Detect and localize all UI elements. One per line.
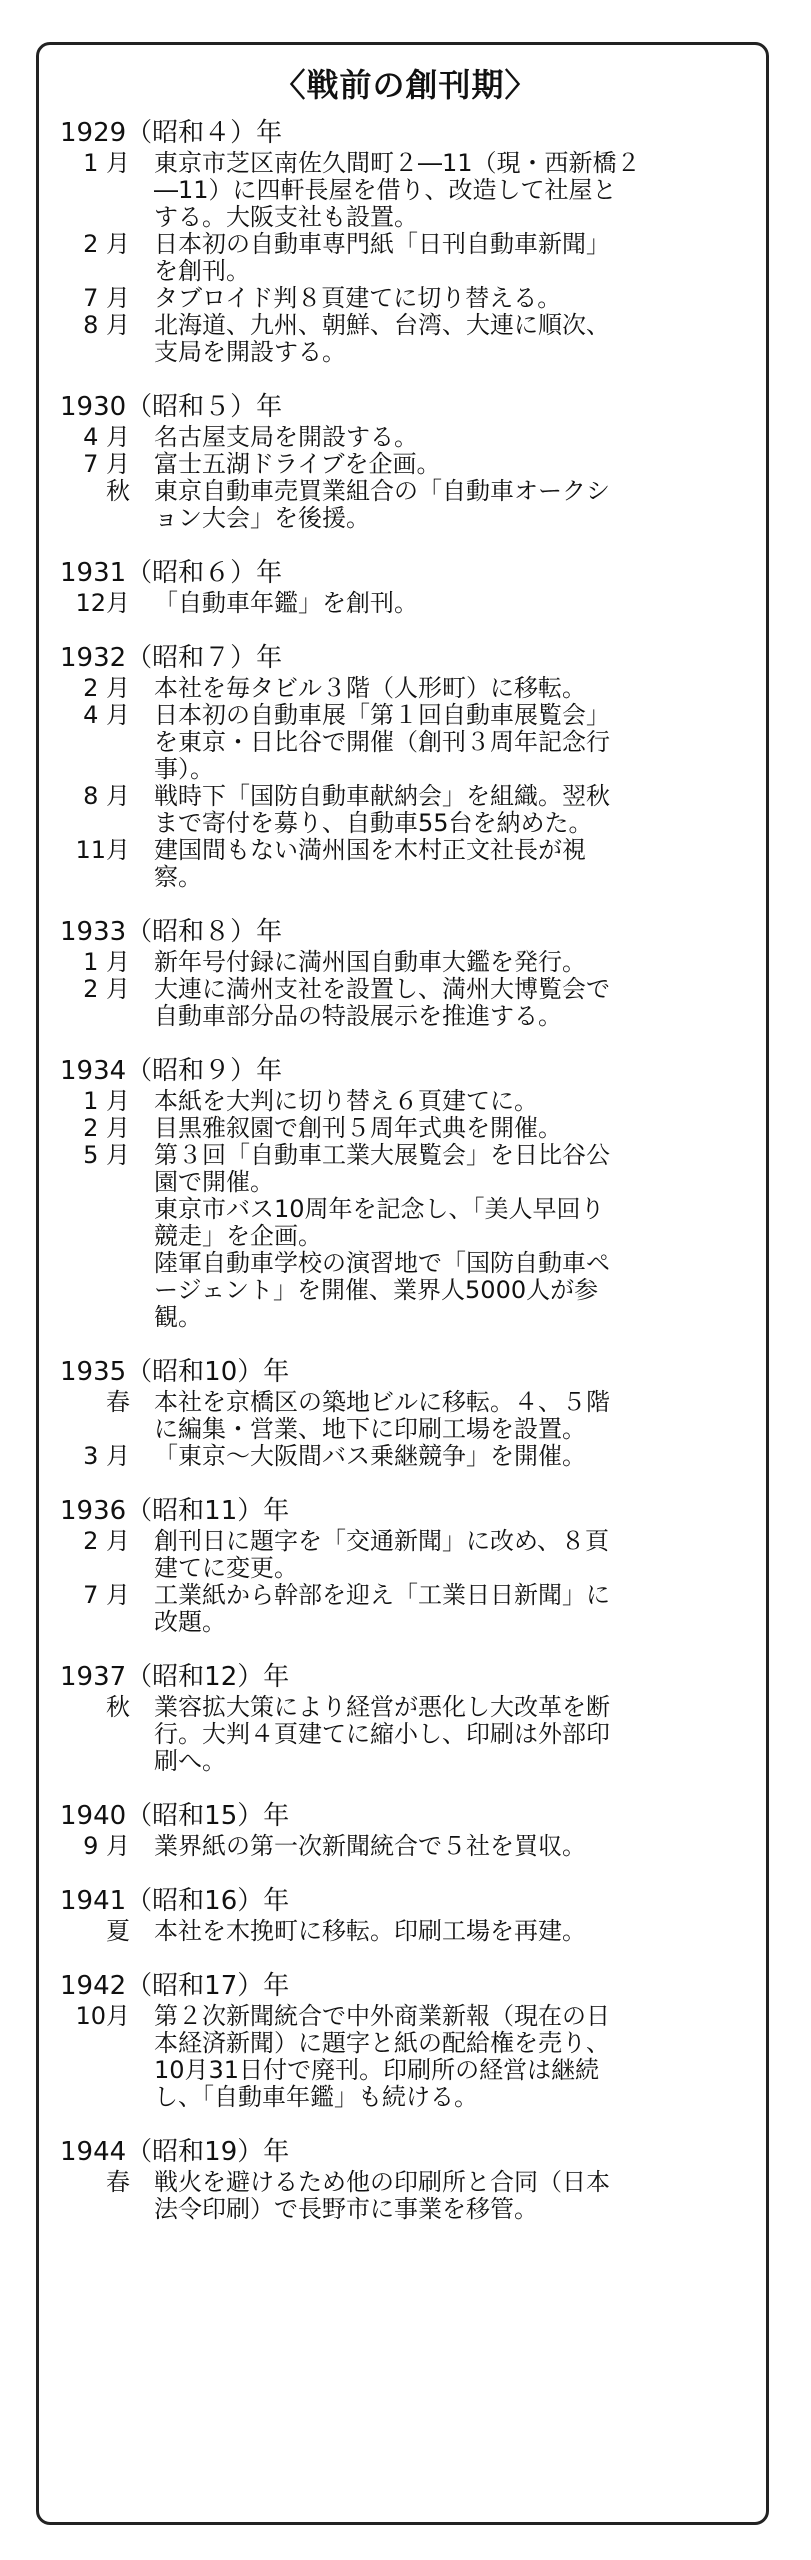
event-month: 9 月 [83, 1832, 130, 1860]
timeline-event [60, 2169, 760, 2223]
event-description: 本社を木挽町に移転。印刷工場を再建。 [154, 1917, 586, 1945]
event-description: 目黒雅叙園で創刊５周年式典を開催。 [154, 1114, 562, 1142]
timeline-event [60, 1088, 760, 1115]
event-description: 東京市芝区南佐久間町２―11（現・西新橋２ ―11）に四軒長屋を借り、改造して社屋と する。大阪支社も設置。 [154, 149, 641, 231]
event-description: 大連に満州支社を設置し、満州大博覧会で 自動車部分品の特設展示を推進する。 [154, 975, 610, 1030]
year-heading: 1935（昭和10）年 [60, 1357, 290, 1387]
timeline-event [60, 231, 760, 285]
event-description: 日本初の自動車専門紙「日刊自動車新聞」 を創刊。 [154, 230, 610, 285]
timeline-content [60, 116, 760, 2247]
timeline-event [60, 2003, 760, 2111]
timeline-event [60, 478, 760, 532]
year-section [60, 1969, 760, 2111]
timeline-event [60, 1443, 760, 1470]
event-description: 北海道、九州、朝鮮、台湾、大連に順次、 支局を開設する。 [154, 311, 610, 366]
event-month: 5 月 [83, 1141, 130, 1169]
event-month: 1 月 [83, 1087, 130, 1115]
year-heading: 1936（昭和11）年 [60, 1496, 290, 1526]
event-month: 7 月 [83, 1581, 130, 1609]
event-description: 東京市バス10周年を記念し、「美人早回り 競走」を企画。 [154, 1195, 605, 1250]
event-description: 第２次新聞統合で中外商業新報（現在の日 本経済新聞）に題字と紙の配給権を売り、 10月31日付で廃刊。印刷所の経営は継続 し、「自動車年鑑」も続ける。 [154, 2002, 610, 2111]
event-description: 日本初の自動車展「第１回自動車展覧会」 を東京・日比谷で開催（創刊３周年記念行 事）。 [154, 701, 610, 783]
event-month: 2 月 [83, 674, 130, 702]
timeline-event [60, 150, 760, 231]
timeline-event [60, 837, 760, 891]
timeline-event [60, 1196, 760, 1250]
year-heading: 1929（昭和４）年 [60, 118, 283, 148]
year-section [60, 641, 760, 891]
event-month: 3 月 [83, 1442, 130, 1470]
event-month: 7 月 [83, 284, 130, 312]
timeline-event [60, 1833, 760, 1860]
event-description: 「自動車年鑑」を創刊。 [154, 589, 418, 617]
event-description: 建国間もない満州国を木村正文社長が視 察。 [154, 836, 586, 891]
year-section [60, 1494, 760, 1636]
year-section [60, 556, 760, 617]
timeline-event [60, 451, 760, 478]
event-month: 秋 [106, 1693, 130, 1721]
event-month: 夏 [106, 1917, 130, 1945]
year-heading: 1934（昭和９）年 [60, 1056, 283, 1086]
event-month: 8 月 [83, 782, 130, 810]
event-month: 秋 [106, 477, 130, 505]
year-section [60, 1054, 760, 1331]
year-section [60, 1884, 760, 1945]
year-heading: 1933（昭和８）年 [60, 917, 283, 947]
event-description: 業界紙の第一次新聞統合で５社を買収。 [154, 1832, 586, 1860]
event-description: 本紙を大判に切り替え６頁建てに。 [154, 1087, 538, 1115]
event-month: 1 月 [83, 149, 130, 177]
event-description: 本社を京橋区の築地ビルに移転。４、５階 に編集・営業、地下に印刷工場を設置。 [154, 1388, 610, 1443]
year-heading: 1937（昭和12）年 [60, 1662, 290, 1692]
event-description: 工業紙から幹部を迎え「工業日日新聞」に 改題。 [154, 1581, 610, 1636]
year-heading: 1931（昭和６）年 [60, 558, 283, 588]
year-section [60, 116, 760, 366]
event-description: タブロイド判８頁建てに切り替える。 [154, 284, 562, 312]
event-description: 業容拡大策により経営が悪化し大改革を断 行。大判４頁建てに縮小し、印刷は外部印 刷へ。 [154, 1693, 610, 1775]
timeline-event [60, 1918, 760, 1945]
timeline-event [60, 1142, 760, 1196]
year-heading: 1932（昭和７）年 [60, 643, 283, 673]
event-description: 第３回「自動車工業大展覧会」を日比谷公 園で開催。 [154, 1141, 610, 1196]
event-month: 12月 [75, 589, 130, 617]
event-month: 2 月 [83, 975, 130, 1003]
timeline-event [60, 1115, 760, 1142]
event-description: 東京自動車売買業組合の「自動車オークシ ョン大会」を後援。 [154, 477, 610, 532]
event-month: 4 月 [83, 701, 130, 729]
event-description: 富士五湖ドライブを企画。 [154, 450, 441, 478]
event-month: 1 月 [83, 948, 130, 976]
event-month: 春 [106, 2168, 130, 2196]
year-section [60, 1355, 760, 1470]
event-month: 春 [106, 1388, 130, 1416]
event-month: 11月 [75, 836, 130, 864]
timeline-event [60, 424, 760, 451]
page-title: 〈戦前の創刊期〉 [273, 66, 538, 104]
timeline-event [60, 285, 760, 312]
event-month: 4 月 [83, 423, 130, 451]
event-description: 戦火を避けるため他の印刷所と合同（日本 法令印刷）で長野市に事業を移管。 [154, 2168, 610, 2223]
timeline-event [60, 702, 760, 783]
year-section [60, 915, 760, 1030]
timeline-event [60, 783, 760, 837]
timeline-event [60, 1250, 760, 1331]
year-heading: 1940（昭和15）年 [60, 1801, 290, 1831]
year-section [60, 1799, 760, 1860]
event-description: 名古屋支局を開設する。 [154, 423, 418, 451]
event-description: 戦時下「国防自動車献納会」を組織。翌秋 まで寄付を募り、自動車55台を納めた。 [154, 782, 610, 837]
event-month: 2 月 [83, 1114, 130, 1142]
timeline-event [60, 949, 760, 976]
timeline-event [60, 1694, 760, 1775]
year-section [60, 2135, 760, 2223]
year-section [60, 390, 760, 532]
year-heading: 1944（昭和19）年 [60, 2137, 290, 2167]
timeline-event [60, 590, 760, 617]
year-section [60, 1660, 760, 1775]
event-month: 2 月 [83, 230, 130, 258]
event-month: 10月 [75, 2002, 130, 2030]
timeline-event [60, 675, 760, 702]
event-description: 創刊日に題字を「交通新聞」に改め、８頁 建てに変更。 [154, 1527, 610, 1582]
event-description: 「東京～大阪間バス乗継競争」を開催。 [154, 1442, 586, 1470]
timeline-event [60, 312, 760, 366]
year-heading: 1930（昭和５）年 [60, 392, 283, 422]
timeline-event [60, 1582, 760, 1636]
timeline-event [60, 1528, 760, 1582]
timeline-event [60, 976, 760, 1030]
timeline-event [60, 1389, 760, 1443]
event-month: 8 月 [83, 311, 130, 339]
event-month: 7 月 [83, 450, 130, 478]
event-description: 本社を毎タビル３階（人形町）に移転。 [154, 674, 586, 702]
year-heading: 1941（昭和16）年 [60, 1886, 290, 1916]
event-description: 新年号付録に満州国自動車大鑑を発行。 [154, 948, 586, 976]
event-description: 陸軍自動車学校の演習地で「国防自動車ペ ージェント」を開催、業界人5000人が参 観。 [154, 1249, 610, 1331]
event-month: 2 月 [83, 1527, 130, 1555]
year-heading: 1942（昭和17）年 [60, 1971, 290, 2001]
